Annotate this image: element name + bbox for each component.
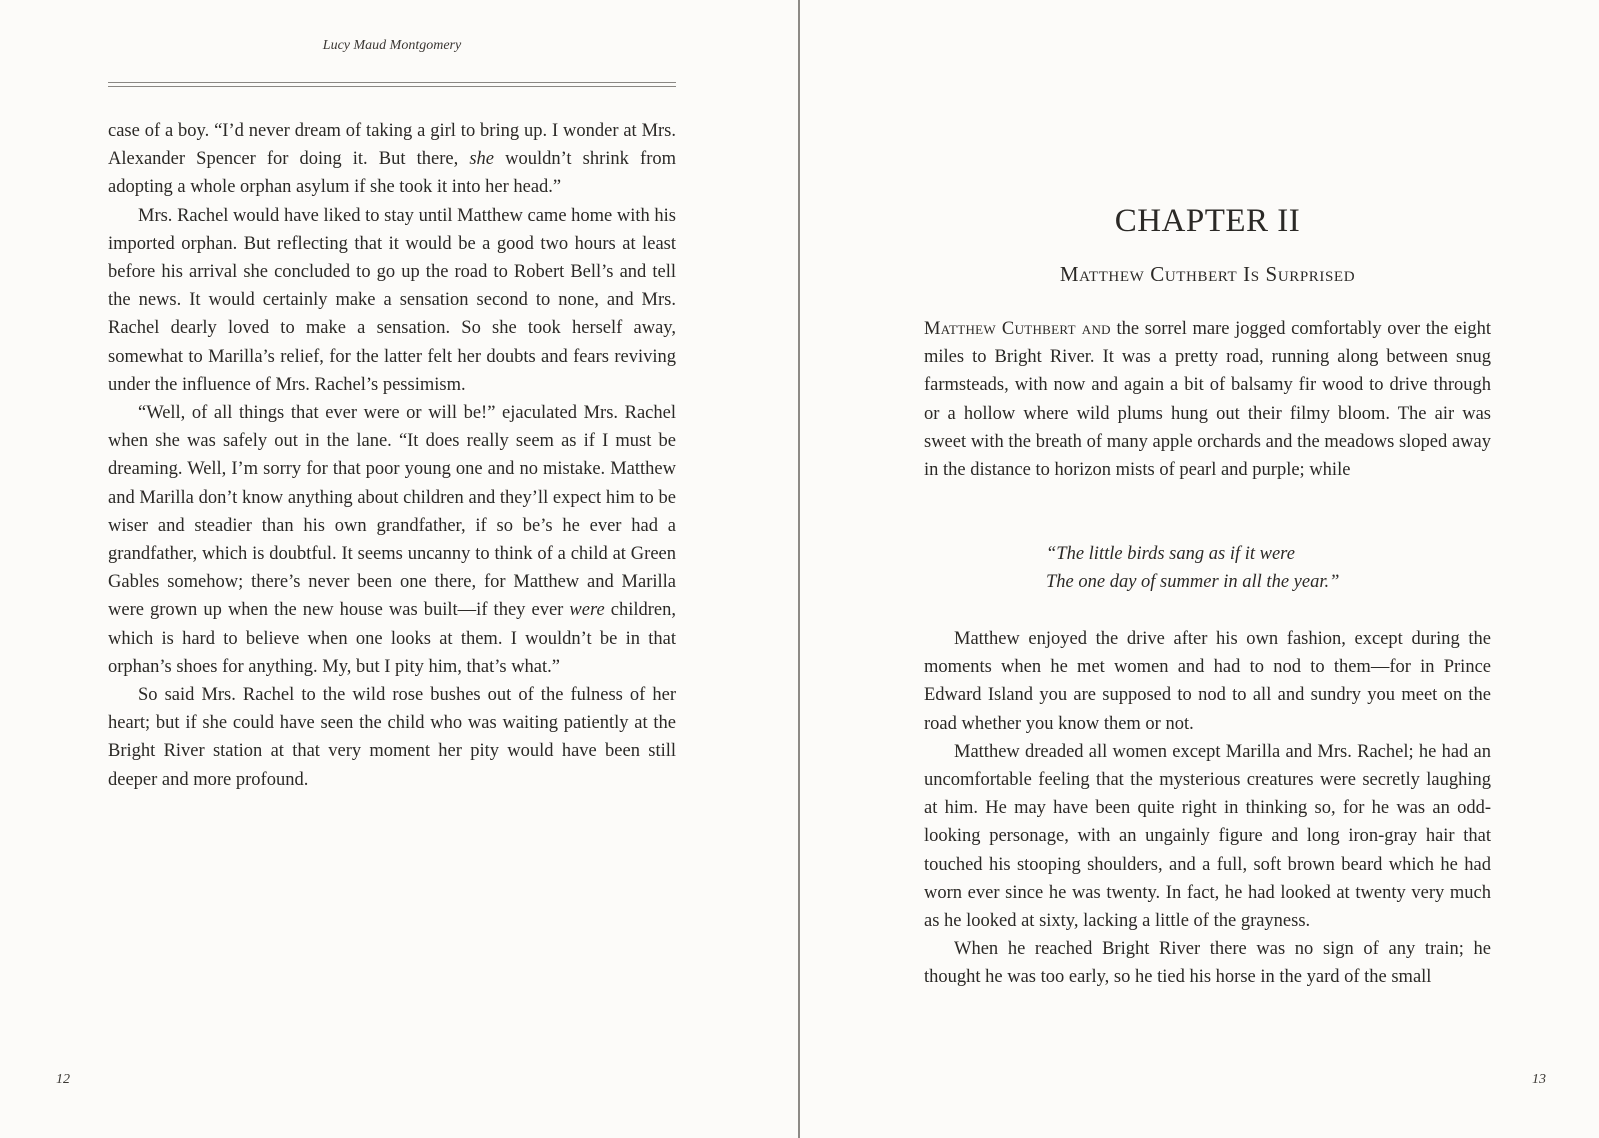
running-head: Lucy Maud Montgomery (322, 38, 462, 53)
paragraph: So said Mrs. Rachel to the wild rose bushes out of the fulness of her heart; but if she could have seen the child who was waiting patiently at the Bright River station at that very moment her pity would have been still deeper and more profound. (108, 685, 676, 790)
left-page-body (108, 117, 676, 794)
paragraph: case of a boy. “I’d never dream of taking a girl to bring up. I wonder at Mrs. Alexander Spencer for doing it. But there, she wouldn’t shrink from adopting a whole orphan asylum if she took it into her head.” (108, 121, 676, 198)
verse-quote (1046, 540, 1339, 596)
paragraph: Matthew enjoyed the drive after his own fashion, except during the moments when he met women and had to nod to them—for in Prince Edward Island you are supposed to nod to all and sundry you meet on the road whether you know them or not. (924, 629, 1491, 734)
verse-line: “The little birds sang as if it were (1046, 544, 1295, 564)
opening-paragraph: Matthew Cuthbert and the sorrel mare jogged comfortably over the eight miles to Bright River. It was a pretty road, running along between snug farmsteads, with now and again a bit of balsamy fir wood to drive through or a hollow where wild plums hung out their filmy bloom. The air was sweet with the breath of many apple orchards and the meadows sloped away in the distance to horizon mists of pearl and purple; while (924, 319, 1491, 481)
chapter-title: CHAPTER II (1114, 203, 1301, 239)
paragraph: When he reached Bright River there was no sign of any train; he thought he was too early, so he tied his horse in the yard of the small (924, 939, 1491, 988)
right-page (800, 0, 1599, 1138)
page-number-right: 13 (1532, 1072, 1546, 1087)
verse-line: The one day of summer in all the year.” (1046, 572, 1340, 593)
lead-in-smallcaps: Matthew Cuthbert and (924, 319, 1111, 339)
paragraph: “Well, of all things that ever were or will be!” ejaculated Mrs. Rachel when she was safely out in the lane. “It does really seem as if I must be dreaming. Well, I’m sorry for that poor young one and no mistake. Matthew and Marilla don’t know anything about children and they’ll expect him to be wiser and steadier than his own grandfather, if so be’s he ever had a grandfather, which is doubtful. It seems uncanny to think of a child at Green Gables somehow; there’s never been one there, for Matthew and Marilla were grown up when the new house was built—if they ever were children, which is hard to believe when one looks at them. I wouldn’t be in that orphan’s shoes for anything. My, but I pity him, that’s what.” (108, 403, 676, 677)
chapter-opening (924, 315, 1491, 484)
right-page-body (924, 625, 1491, 992)
emphasis: she (469, 149, 494, 170)
emphasis: were (569, 600, 605, 621)
running-head-rule (108, 82, 676, 87)
left-page (0, 0, 798, 1138)
paragraph: Matthew dreaded all women except Marilla and Mrs. Rachel; he had an uncomfortable feeling that the mysterious creatures were secretly laughing at him. He may have been quite right in thinking so, for he was an odd-looking personage, with an ungainly figure and long iron-gray hair that touched his stooping shoulders, and a full, soft brown beard which he had worn ever since he was twenty. In fact, he had looked at twenty very much as he looked at sixty, lacking a little of the grayness. (924, 741, 1491, 932)
page-number-left: 12 (56, 1072, 70, 1087)
chapter-subtitle: Matthew Cuthbert Is Surprised (1059, 262, 1356, 286)
paragraph: Mrs. Rachel would have liked to stay until Matthew came home with his imported orphan. But reflecting that it would be a good two hours at least before his arrival she concluded to go up the road to Robert Bell’s and tell the news. It would certainly make a sensation second to none, and Mrs. Rachel dearly loved to make a sensation. So she took herself away, somewhat to Marilla’s relief, for the latter felt her doubts and fears reviving under the influence of Mrs. Rachel’s pessimism. (108, 205, 676, 395)
